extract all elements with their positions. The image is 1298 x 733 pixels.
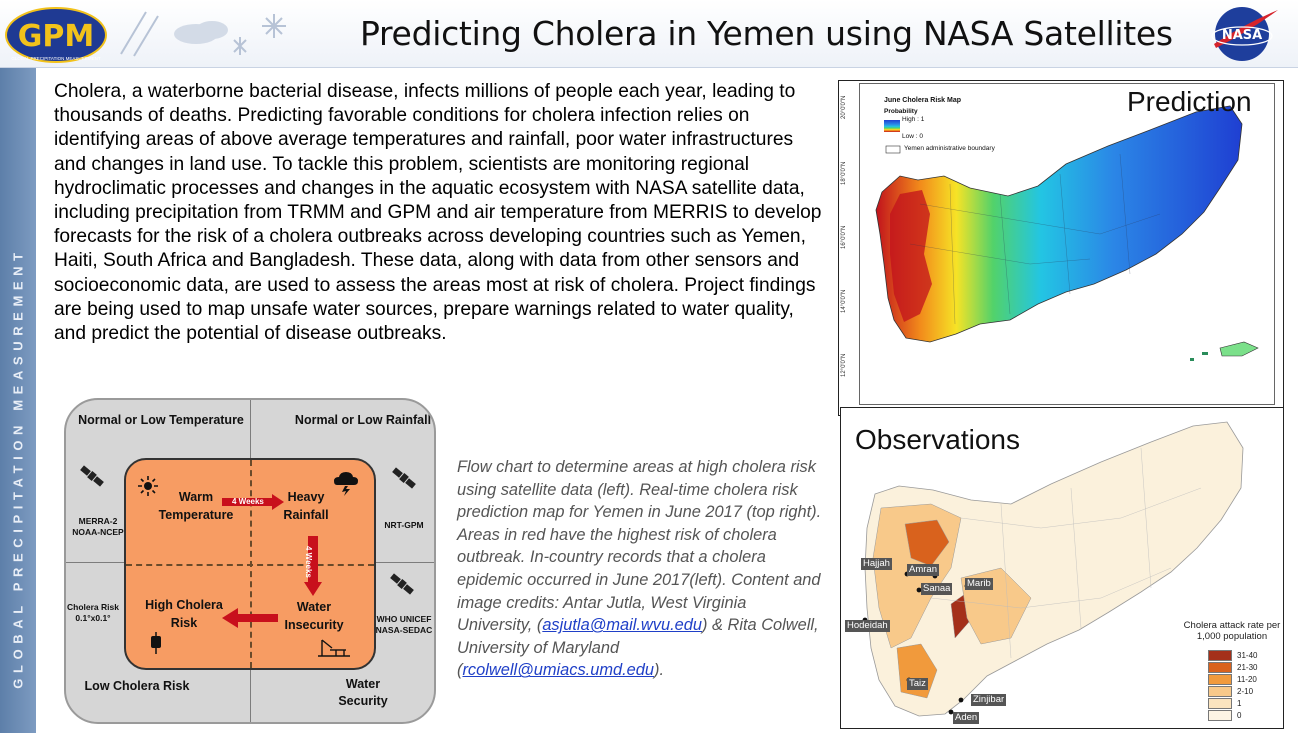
header-banner [0,0,1298,68]
observation-title: Observations [855,424,1020,455]
side-strip-text: GLOBAL PRECIPITATION MEASUREMENT [10,247,26,689]
arrow-horizontal-label: 4 Weeks [232,497,264,506]
prediction-map [838,80,1284,416]
email-link-colwell[interactable]: rcolwell@umiacs.umd.edu [462,661,655,680]
flow-chart [64,398,436,724]
nasa-logo [1208,4,1280,64]
prediction-legend-high: High : 1 [902,116,925,123]
city-label: Hodeidah [847,620,888,631]
rate-swatch [1208,650,1232,661]
city-label: Aden [955,712,978,723]
rate-legend-title: Cholera attack rate per 1,000 population [1183,620,1281,642]
sun-icon [138,476,158,496]
gpm-logo-text: GPM [17,19,95,54]
rate-swatch [1208,698,1232,709]
yemen-risk-map [860,84,1274,404]
cholera-risk-resolution-label: Cholera Risk 0.1°x0.1° [67,602,119,623]
satellite-icon [390,464,418,492]
intro-paragraph: Cholera, a waterborne bacterial disease, infects millions of people each year, leading to thousands of deaths. Predicting favorable conditions for cholera infection relies on identifying areas of above average temperatures and rainfall, poor water infrastructures and changes in land use. To tackle this problem, scientists are monitoring regional hydroclimatic processes and changes in the aquatic ecosystem with NASA satellite data, including precipitation from TRMM and GPM and air temperature from MERRIS to develop forecasts for the risk of a cholera outbreaks across developing countries such as Yemen, Haiti, South Africa and Bangladesh. These data, along with data from other sensors and socioeconomic data, are used to assess the areas most at risk of cholera. Project findings are being used to map unsafe water sources, prepare warnings related to water quality, and predict the potential of disease outbreaks. [54,81,822,345]
warm-temperature-label: Warm Temperature [158,490,234,522]
caption-text-part-3: ). [654,661,665,680]
city-label: Hajjah [863,558,890,569]
flow-bottom-right-label: Water Security [338,677,388,708]
gpm-logo-ring-text: GLOBAL PRECIPITATION MEASUREMENT [11,56,101,61]
caption [457,456,825,682]
rate-label: 21-30 [1237,663,1258,672]
lat-label: 12°0'0"N [841,353,847,377]
flow-core [124,458,376,670]
heavy-rainfall-label: Heavy Rainfall [283,490,329,522]
water-insecurity-label: Water Insecurity [284,600,344,632]
city-label: Zinjibar [973,694,1005,705]
lat-label: 16°0'0"N [841,225,847,249]
city-label: Amran [909,564,937,575]
rate-swatch [1208,686,1232,697]
caption-text-part-1: Flow chart to determine areas at high cholera risk using satellite data (left). Real-time cholera risk prediction map for Yemen in June 2017 (top right). Areas in red have the highest risk of cholera outbreak. In-country records that a cholera epidemic occurred in June 2017(left). Content and image credits: Antar Jutla, West Virginia University, ( [457,458,822,635]
nasa-logo-text: NASA [1221,28,1263,43]
satellite-icon [78,462,106,490]
patient-bag-icon [148,632,164,654]
rate-swatch [1208,674,1232,685]
caption-text-part-2: ) & Rita Colwell, University of Maryland ( [457,616,819,680]
snowflake-decoration [116,4,316,62]
flow-bottom-left-label: Low Cholera Risk [84,679,190,693]
prediction-title: Prediction [1127,86,1252,117]
observation-map [840,407,1284,729]
core-divider-horizontal [126,564,374,566]
high-cholera-risk-label: High Cholera Risk [145,598,223,630]
rate-label: 11-20 [1237,675,1257,684]
rate-swatch [1208,662,1232,673]
lat-label: 18°0'0"N [841,161,847,185]
page-title: Predicting Cholera in Yemen using NASA Satellites [360,14,1173,53]
rate-label: 2-10 [1237,687,1254,696]
rate-swatch [1208,710,1232,721]
rate-label: 0 [1237,711,1242,720]
city-label: Marib [967,578,991,589]
satellite-icon [388,570,416,598]
arrow-left-icon [222,608,278,628]
arrow-vertical-label: 4 Weeks [304,546,313,578]
flow-top-right-label: Normal or Low Rainfall [294,413,432,427]
rate-label: 1 [1237,699,1242,708]
water-tap-icon [316,636,352,658]
city-label: Taiz [909,678,926,689]
rate-label: 31-40 [1237,651,1258,660]
lat-label: 14°0'0"N [841,289,847,313]
nrt-source-label: NRT-GPM [384,520,424,530]
side-strip [0,68,36,733]
prediction-legend-low: Low : 0 [902,133,923,140]
merra-source-label: MERRA-2 NOAA-NCEP [72,516,124,537]
prediction-legend-boundary: Yemen administrative boundary [904,145,995,152]
city-label: Sanaa [923,583,951,594]
who-source-label: WHO UNICEF NASA-SEDAC [375,614,433,635]
flow-top-left-label: Normal or Low Temperature [78,413,244,427]
prediction-legend-title: June Cholera Risk Map [884,97,962,104]
lat-label: 20°0'0"N [841,95,847,119]
prediction-map-frame [859,83,1275,405]
prediction-legend-probability: Probability [884,108,918,115]
email-link-jutla[interactable]: asjutla@mail.wvu.edu [542,616,702,635]
gpm-logo [4,6,108,64]
